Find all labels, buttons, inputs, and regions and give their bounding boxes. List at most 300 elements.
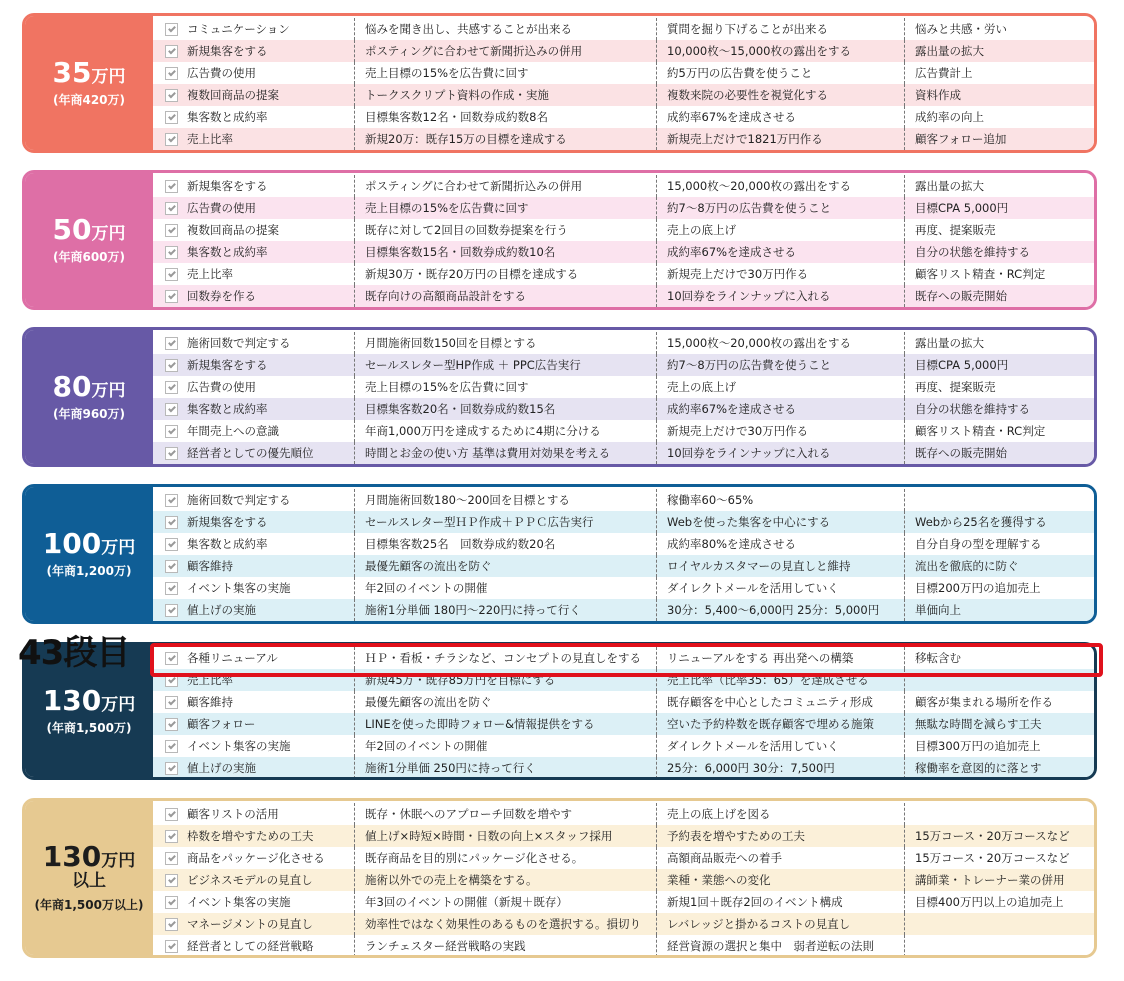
row-action-cell bbox=[354, 376, 656, 398]
row-action-cell bbox=[354, 106, 656, 128]
table-row bbox=[153, 442, 1094, 464]
row-result-cell bbox=[904, 197, 1094, 219]
checkbox-icon[interactable] bbox=[165, 202, 178, 215]
row-item: 値上げの実施 bbox=[187, 603, 256, 617]
row-target: 業種・業態への変化 bbox=[667, 873, 771, 887]
row-action: 目標集客数15名・回数券成約数10名 bbox=[365, 245, 556, 259]
table-row bbox=[153, 599, 1094, 621]
row-action: 売上目標の15%を広告費に回す bbox=[365, 201, 529, 215]
row-target-cell bbox=[656, 442, 904, 464]
row-result: 再度、提案販売 bbox=[915, 223, 996, 237]
row-result-cell bbox=[904, 354, 1094, 376]
row-item: イベント集客の実施 bbox=[187, 739, 291, 753]
row-item-cell bbox=[187, 650, 354, 666]
row-target-cell bbox=[656, 40, 904, 62]
level-rows bbox=[153, 330, 1094, 464]
row-target-cell bbox=[656, 197, 904, 219]
row-target-cell bbox=[656, 913, 904, 935]
amount-number: 130 bbox=[42, 683, 102, 717]
row-action: 既存向けの高額商品設計をする bbox=[365, 289, 526, 303]
row-result: 顧客リスト精査・RC判定 bbox=[915, 424, 1046, 438]
row-item-cell bbox=[187, 109, 354, 125]
row-target: 約5万円の広告費を使うこと bbox=[667, 66, 813, 80]
checkbox-icon[interactable] bbox=[165, 696, 178, 709]
row-item-cell bbox=[187, 738, 354, 754]
row-item: 広告費の使用 bbox=[187, 66, 256, 80]
checkbox-icon[interactable] bbox=[165, 896, 178, 909]
row-result-cell bbox=[904, 935, 1094, 957]
row-result: 成約率の向上 bbox=[915, 110, 984, 124]
row-result-cell bbox=[904, 669, 1094, 691]
row-item: 商品をパッケージ化させる bbox=[187, 851, 325, 865]
row-result: 15万コース・20万コースなど bbox=[915, 851, 1070, 865]
row-result-cell bbox=[904, 825, 1094, 847]
checkbox-icon[interactable] bbox=[165, 652, 178, 665]
row-target: リニューアルをする 再出発への構築 bbox=[667, 651, 854, 665]
row-target-cell bbox=[656, 106, 904, 128]
checkbox-icon[interactable] bbox=[165, 852, 178, 865]
row-result-cell bbox=[904, 599, 1094, 621]
row-action-cell bbox=[354, 735, 656, 757]
level-rows bbox=[153, 487, 1094, 621]
row-action-cell bbox=[354, 398, 656, 420]
row-item: ビジネスモデルの見直し bbox=[187, 873, 313, 887]
row-item-cell bbox=[187, 828, 354, 844]
row-action: 既存に対して2回目の回数券提案を行う bbox=[365, 223, 568, 237]
table-row bbox=[153, 263, 1094, 285]
row-item: 複数回商品の提案 bbox=[187, 223, 279, 237]
row-target-cell bbox=[656, 511, 904, 533]
row-action-cell bbox=[354, 175, 656, 197]
row-result: 15万コース・20万コースなど bbox=[915, 829, 1070, 843]
row-result-cell bbox=[904, 489, 1094, 511]
table-row bbox=[153, 555, 1094, 577]
row-item-cell bbox=[187, 401, 354, 417]
row-result: 露出量の拡大 bbox=[915, 44, 984, 58]
row-result: 流出を徹底的に防ぐ bbox=[915, 559, 1019, 573]
row-item: 集客数と成約率 bbox=[187, 537, 268, 551]
row-target: ロイヤルカスタマーの見直しと維持 bbox=[667, 559, 851, 573]
table-row bbox=[153, 691, 1094, 713]
row-action-cell bbox=[354, 713, 656, 735]
checkbox-icon[interactable] bbox=[165, 918, 178, 931]
row-target-cell bbox=[656, 891, 904, 913]
row-action: LINEを使った即時フォロー&情報提供をする bbox=[365, 717, 595, 731]
level-amount bbox=[52, 55, 126, 89]
checkbox-icon[interactable] bbox=[165, 246, 178, 259]
row-action-cell bbox=[354, 647, 656, 669]
row-target: 空いた予約枠数を既存顧客で埋める施策 bbox=[667, 717, 874, 731]
row-item-cell bbox=[187, 131, 354, 147]
level-side-panel bbox=[25, 487, 153, 621]
row-result-cell bbox=[904, 442, 1094, 464]
row-target: ダイレクトメールを活用していく bbox=[667, 739, 839, 753]
checkbox-icon[interactable] bbox=[165, 180, 178, 193]
row-item: 広告費の使用 bbox=[187, 380, 256, 394]
row-action: ランチェスター経営戦略の実践 bbox=[365, 939, 526, 953]
row-result: 自分の状態を維持する bbox=[915, 245, 1030, 259]
row-target: 15,000枚〜20,000枚の露出をする bbox=[667, 336, 851, 350]
checkbox-icon[interactable] bbox=[165, 359, 178, 372]
row-result: 既存への販売開始 bbox=[915, 446, 1007, 460]
row-action: トークスクリプト資料の作成・実施 bbox=[365, 88, 549, 102]
row-action: ポスティングに合わせて新聞折込みの併用 bbox=[365, 179, 583, 193]
row-action-cell bbox=[354, 40, 656, 62]
row-target-cell bbox=[656, 825, 904, 847]
level-block bbox=[22, 13, 1097, 153]
row-result-cell bbox=[904, 398, 1094, 420]
row-item-cell bbox=[187, 580, 354, 596]
row-result-cell bbox=[904, 420, 1094, 442]
row-target-cell bbox=[656, 935, 904, 957]
row-action-cell bbox=[354, 332, 656, 354]
row-item-cell bbox=[187, 87, 354, 103]
row-item: 回数券を作る bbox=[187, 289, 256, 303]
row-target: 30分：5,400〜6,000円 25分：5,000円 bbox=[667, 603, 880, 617]
row-item: 顧客リストの活用 bbox=[187, 807, 279, 821]
row-result-cell bbox=[904, 555, 1094, 577]
row-item: 売上比率 bbox=[187, 673, 233, 687]
checkbox-icon[interactable] bbox=[165, 133, 178, 146]
row-item: 各種リニューアル bbox=[187, 651, 278, 665]
row-target: 新規売上だけで1821万円作る bbox=[667, 132, 823, 146]
table-row bbox=[153, 847, 1094, 869]
checkbox-icon[interactable] bbox=[165, 674, 178, 687]
row-action-cell bbox=[354, 420, 656, 442]
table-row bbox=[153, 332, 1094, 354]
row-target: レバレッジと掛かるコストの見直し bbox=[667, 917, 851, 931]
row-target: 売上比率（比率35：65）を達成させる bbox=[667, 673, 869, 687]
checkbox-icon[interactable] bbox=[165, 403, 178, 416]
row-target: Webを使った集客を中心にする bbox=[667, 515, 831, 529]
row-action: 売上目標の15%を広告費に回す bbox=[365, 66, 529, 80]
row-action: 最優先顧客の流出を防ぐ bbox=[365, 559, 492, 573]
row-target: 新規売上だけで30万円作る bbox=[667, 267, 809, 281]
row-target-cell bbox=[656, 713, 904, 735]
row-target: 新規売上だけで30万円作る bbox=[667, 424, 809, 438]
row-result: 目標CPA 5,000円 bbox=[915, 201, 1009, 215]
row-item-cell bbox=[187, 445, 354, 461]
row-result: 単価向上 bbox=[915, 603, 961, 617]
row-result: 稼働率を意図的に落とす bbox=[915, 761, 1042, 775]
annual-revenue: (年商1,200万) bbox=[46, 563, 132, 578]
row-result-cell bbox=[904, 175, 1094, 197]
amount-number: 130 bbox=[42, 840, 102, 874]
row-item-cell bbox=[187, 492, 354, 508]
row-item: 集客数と成約率 bbox=[187, 402, 268, 416]
row-item: 年間売上への意識 bbox=[187, 424, 279, 438]
row-result-cell bbox=[904, 62, 1094, 84]
table-row bbox=[153, 735, 1094, 757]
row-action: 目標集客数12名・回数券成約数8名 bbox=[365, 110, 548, 124]
row-result-cell bbox=[904, 128, 1094, 150]
row-item-cell bbox=[187, 806, 354, 822]
row-result: 目標CPA 5,000円 bbox=[915, 358, 1009, 372]
checkbox-icon[interactable] bbox=[165, 604, 178, 617]
checkbox-icon[interactable] bbox=[165, 538, 178, 551]
row-target: 成約率67%を達成させる bbox=[667, 402, 797, 416]
annual-revenue: (年商960万) bbox=[52, 406, 126, 421]
row-result-cell bbox=[904, 869, 1094, 891]
row-item: 集客数と成約率 bbox=[187, 110, 268, 124]
checkbox-icon[interactable] bbox=[165, 447, 178, 460]
row-item: 広告費の使用 bbox=[187, 201, 256, 215]
table-row bbox=[153, 376, 1094, 398]
checkbox-icon[interactable] bbox=[165, 808, 178, 821]
checkbox-icon[interactable] bbox=[165, 762, 178, 775]
table-row bbox=[153, 106, 1094, 128]
table-row bbox=[153, 18, 1094, 40]
table-row bbox=[153, 128, 1094, 150]
row-target-cell bbox=[656, 533, 904, 555]
amount-number: 100 bbox=[42, 526, 102, 560]
row-action-cell bbox=[354, 241, 656, 263]
row-action-cell bbox=[354, 354, 656, 376]
table-row bbox=[153, 219, 1094, 241]
row-item: 顧客フォロー bbox=[187, 717, 256, 731]
checkbox-icon[interactable] bbox=[165, 874, 178, 887]
row-target-cell bbox=[656, 735, 904, 757]
row-action: 年3回のイベントの開催（新規＋既存） bbox=[365, 895, 568, 909]
row-result: 自分自身の型を理解する bbox=[915, 537, 1042, 551]
table-row bbox=[153, 354, 1094, 376]
row-result: 露出量の拡大 bbox=[915, 336, 984, 350]
level-block bbox=[22, 327, 1097, 467]
row-target: 売上の底上げ bbox=[667, 223, 736, 237]
row-target-cell bbox=[656, 803, 904, 825]
row-result: 講師業・トレーナー業の併用 bbox=[915, 873, 1065, 887]
row-item-cell bbox=[187, 514, 354, 530]
table-row bbox=[153, 803, 1094, 825]
annual-revenue: (年商1,500万以上) bbox=[34, 897, 144, 912]
row-target-cell bbox=[656, 128, 904, 150]
row-target-cell bbox=[656, 18, 904, 40]
row-result-cell bbox=[904, 18, 1094, 40]
amount-unit: 万円 bbox=[101, 537, 136, 558]
checkbox-icon[interactable] bbox=[165, 494, 178, 507]
row-target: 成約率67%を達成させる bbox=[667, 245, 797, 259]
row-item: 経営者としての経営戦略 bbox=[187, 939, 314, 953]
row-item: 新規集客をする bbox=[187, 358, 268, 372]
row-action-cell bbox=[354, 511, 656, 533]
row-target-cell bbox=[656, 577, 904, 599]
row-item-cell bbox=[187, 872, 354, 888]
row-action: 悩みを聞き出し、共感することが出来る bbox=[365, 22, 572, 36]
row-action: 既存・休眠へのアプローチ回数を増やす bbox=[365, 807, 572, 821]
row-item: 新規集客をする bbox=[187, 179, 268, 193]
row-item: 顧客維持 bbox=[187, 559, 233, 573]
checkbox-icon[interactable] bbox=[165, 560, 178, 573]
checkbox-icon[interactable] bbox=[165, 268, 178, 281]
checkbox-icon[interactable] bbox=[165, 516, 178, 529]
row-result: 無駄な時間を減らす工夫 bbox=[915, 717, 1042, 731]
row-action-cell bbox=[354, 128, 656, 150]
checkbox-icon[interactable] bbox=[165, 582, 178, 595]
checkbox-icon[interactable] bbox=[165, 830, 178, 843]
row-target-cell bbox=[656, 489, 904, 511]
table-row bbox=[153, 197, 1094, 219]
row-action-cell bbox=[354, 825, 656, 847]
row-item-cell bbox=[187, 357, 354, 373]
level-rows bbox=[153, 173, 1094, 307]
row-item-cell bbox=[187, 65, 354, 81]
row-item-cell bbox=[187, 938, 354, 954]
row-action: 月間施術回数150回を目標とする bbox=[365, 336, 537, 350]
row-action: 新規20万：既存15万の目標を達成する bbox=[365, 132, 567, 146]
row-item-cell bbox=[187, 716, 354, 732]
table-row bbox=[153, 577, 1094, 599]
row-action: 月間施術回数180〜200回を目標とする bbox=[365, 493, 570, 507]
level-block bbox=[22, 484, 1097, 624]
row-item-cell bbox=[187, 602, 354, 618]
row-action: ＨＰ・看板・チラシなど、コンセプトの見直しをする bbox=[365, 651, 641, 665]
row-target: 予約表を増やすための工夫 bbox=[667, 829, 805, 843]
row-target: 売上の底上げ bbox=[667, 380, 736, 394]
table-row bbox=[153, 398, 1094, 420]
row-result: 自分の状態を維持する bbox=[915, 402, 1030, 416]
level-side-panel bbox=[25, 173, 153, 307]
table-row bbox=[153, 891, 1094, 913]
row-item: 新規集客をする bbox=[187, 515, 268, 529]
table-row bbox=[153, 285, 1094, 307]
row-action-cell bbox=[354, 219, 656, 241]
row-target-cell bbox=[656, 669, 904, 691]
level-block bbox=[22, 170, 1097, 310]
row-target-cell bbox=[656, 285, 904, 307]
row-result: 顧客が集まれる場所を作る bbox=[915, 695, 1053, 709]
table-row bbox=[153, 511, 1094, 533]
row-result: 資料作成 bbox=[915, 88, 961, 102]
row-item-cell bbox=[187, 178, 354, 194]
annual-revenue: (年商1,500万) bbox=[46, 720, 132, 735]
row-action-cell bbox=[354, 197, 656, 219]
table-row bbox=[153, 647, 1094, 669]
row-result-cell bbox=[904, 40, 1094, 62]
level-block bbox=[22, 642, 1097, 780]
row-result-cell bbox=[904, 913, 1094, 935]
row-result: 再度、提案販売 bbox=[915, 380, 996, 394]
row-action: 目標集客数25名 回数券成約数20名 bbox=[365, 537, 556, 551]
row-item-cell bbox=[187, 200, 354, 216]
checkbox-icon[interactable] bbox=[165, 940, 178, 953]
row-target: 既存顧客を中心としたコミュニティ形成 bbox=[667, 695, 873, 709]
row-result-cell bbox=[904, 84, 1094, 106]
row-action: 時間とお金の使い方 基準は費用対効果を考える bbox=[365, 446, 611, 460]
row-action-cell bbox=[354, 84, 656, 106]
row-result-cell bbox=[904, 577, 1094, 599]
row-target: 質問を掘り下げることが出来る bbox=[667, 22, 828, 36]
row-target: ダイレクトメールを活用していく bbox=[667, 581, 839, 595]
row-action-cell bbox=[354, 442, 656, 464]
row-action: 効率性ではなく効果性のあるものを選択する。損切り bbox=[365, 917, 641, 931]
row-target-cell bbox=[656, 354, 904, 376]
checkbox-icon[interactable] bbox=[165, 45, 178, 58]
row-item-cell bbox=[187, 894, 354, 910]
row-result: 移転含む bbox=[915, 651, 961, 665]
checkbox-icon[interactable] bbox=[165, 337, 178, 350]
row-action: 値上げ×時短×時間・日数の向上×スタッフ採用 bbox=[365, 829, 613, 843]
checkbox-icon[interactable] bbox=[165, 290, 178, 303]
row-result-cell bbox=[904, 647, 1094, 669]
checkbox-icon[interactable] bbox=[165, 425, 178, 438]
checkbox-icon[interactable] bbox=[165, 89, 178, 102]
table-row bbox=[153, 420, 1094, 442]
row-action-cell bbox=[354, 669, 656, 691]
row-target-cell bbox=[656, 398, 904, 420]
amount-number: 35 bbox=[52, 55, 92, 89]
row-result-cell bbox=[904, 241, 1094, 263]
row-target: 25分：6,000円 30分：7,500円 bbox=[667, 761, 835, 775]
row-item-cell bbox=[187, 423, 354, 439]
row-action: 年2回のイベントの開催 bbox=[365, 581, 488, 595]
row-action: セールスレター型HP作成 ＋ PPC広告実行 bbox=[365, 358, 581, 372]
row-item: コミュニケーション bbox=[187, 22, 290, 36]
row-target-cell bbox=[656, 869, 904, 891]
row-target-cell bbox=[656, 84, 904, 106]
table-row bbox=[153, 757, 1094, 779]
row-result: 顧客フォロー追加 bbox=[915, 132, 1007, 146]
row-result-cell bbox=[904, 891, 1094, 913]
row-action-cell bbox=[354, 263, 656, 285]
row-result-cell bbox=[904, 757, 1094, 779]
row-action: 最優先顧客の流出を防ぐ bbox=[365, 695, 492, 709]
row-action-cell bbox=[354, 869, 656, 891]
checkbox-icon[interactable] bbox=[165, 381, 178, 394]
checkbox-icon[interactable] bbox=[165, 111, 178, 124]
level-amount bbox=[42, 683, 136, 717]
row-target: 複数来院の必要性を視覚化する bbox=[667, 88, 828, 102]
row-item-cell bbox=[187, 536, 354, 552]
row-action: 年商1,000万円を達成するために4期に分ける bbox=[365, 424, 601, 438]
row-result-cell bbox=[904, 511, 1094, 533]
checkbox-icon[interactable] bbox=[165, 67, 178, 80]
row-result-cell bbox=[904, 713, 1094, 735]
row-action: 売上目標の15%を広告費に回す bbox=[365, 380, 529, 394]
row-item: 新規集客をする bbox=[187, 44, 268, 58]
annual-revenue: (年商420万) bbox=[52, 92, 126, 107]
row-target: 10回券をラインナップに入れる bbox=[667, 289, 831, 303]
row-action-cell bbox=[354, 577, 656, 599]
row-result-cell bbox=[904, 263, 1094, 285]
row-action: 年2回のイベントの開催 bbox=[365, 739, 488, 753]
row-item-cell bbox=[187, 266, 354, 282]
row-item: 値上げの実施 bbox=[187, 761, 256, 775]
amount-unit: 万円 bbox=[91, 380, 126, 401]
row-result: 広告費計上 bbox=[915, 66, 973, 80]
row-action-cell bbox=[354, 18, 656, 40]
checkbox-icon[interactable] bbox=[165, 23, 178, 36]
row-item: イベント集客の実施 bbox=[187, 581, 291, 595]
row-target-cell bbox=[656, 599, 904, 621]
row-target-cell bbox=[656, 376, 904, 398]
row-result: 既存への販売開始 bbox=[915, 289, 1007, 303]
checkbox-icon[interactable] bbox=[165, 224, 178, 237]
row-item: 集客数と成約率 bbox=[187, 245, 268, 259]
row-item-cell bbox=[187, 672, 354, 688]
row-action: 目標集客数20名・回数券成約数15名 bbox=[365, 402, 556, 416]
row-item-cell bbox=[187, 335, 354, 351]
checkbox-icon[interactable] bbox=[165, 718, 178, 731]
row-item-cell bbox=[187, 760, 354, 776]
table-row bbox=[153, 175, 1094, 197]
table-row bbox=[153, 84, 1094, 106]
row-action-cell bbox=[354, 913, 656, 935]
level-rows bbox=[153, 645, 1094, 777]
row-target: 15,000枚〜20,000枚の露出をする bbox=[667, 179, 851, 193]
checkbox-icon[interactable] bbox=[165, 740, 178, 753]
row-action: 新規45万・既存85万円を目標にする bbox=[365, 673, 556, 687]
level-amount bbox=[52, 369, 126, 403]
